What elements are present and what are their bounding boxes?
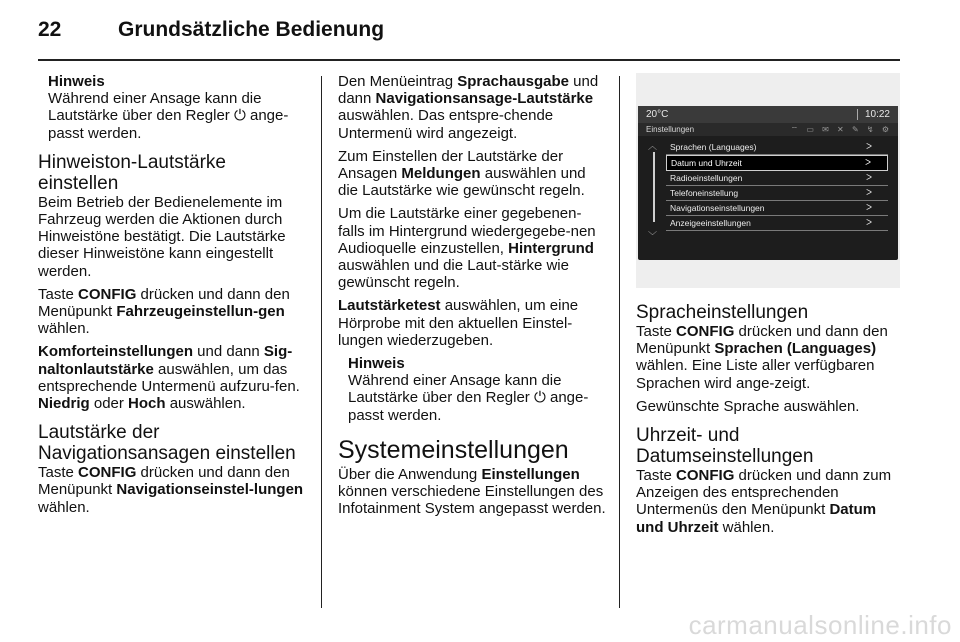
column-divider-right [619,76,620,608]
column-middle [338,73,606,523]
settings-menu-item[interactable] [666,201,888,216]
menu-label: Meldungen [401,165,481,183]
heading-datetime-settings: Uhrzeit- und Datumseinstellungen [636,425,814,468]
text: Taste [38,285,79,303]
text: wählen. [38,320,90,338]
watermark: carmanualsonline.info [688,610,952,640]
menu-item-label: Anzeigeeinstellungen [670,218,751,228]
text: Um die Lautstärke einer gegebenen-falls im Hintergrund wiedergegebe-nen Audioquelle einzustellen, [338,205,596,257]
menu-label: Hintergrund [508,239,594,257]
status-bar [638,106,898,123]
text: wählen. [718,518,775,536]
note-box [38,73,306,142]
menu-label: Sprachen (Languages) [714,340,877,358]
text: auswählen, um eine Hörprobe mit den aktuellen Einstel-lungen wiederzugeben. [338,297,579,349]
column-right [636,73,904,542]
paragraph: Gewünschte Sprache auswählen. [636,397,860,415]
text: drücken und dann zum Anzeigen des entsprechenden Untermenüs den Menüpunkt [636,467,892,519]
menu-label: Sig-naltonlautstärke [38,343,293,378]
menu-label: Komforteinstellungen [38,343,194,361]
heading-hint-volume: Hinweiston-Lautstärke einstellen [38,151,226,194]
text: oder [89,395,129,413]
settings-menu-item[interactable] [666,155,888,171]
paragraph [38,464,306,516]
settings-menu-item[interactable] [666,216,888,231]
menu-label: Lautstärketest [338,297,441,315]
menu-label: Hoch [128,395,166,413]
menu-label: Niedrig [38,395,90,413]
note-title: Hinweis [348,355,405,373]
menu-label: Sprachausgabe [457,73,569,90]
chevron-right-icon: ᐳ [865,158,871,167]
settings-menu-item[interactable] [666,171,888,186]
settings-menu-item[interactable] [666,186,888,201]
infotainment-screenshot [636,73,900,288]
menu-item-label: Datum und Uhrzeit [671,158,742,168]
settings-menu [666,140,888,231]
text: auswählen, um das entsprechende Untermenü aufzuru-fen. [38,360,300,395]
paragraph: Beim Betrieb der Bedienelemente im Fahrzeug werden die Aktionen durch Hinweistöne bestätigt. Die Lautstärke dieser Hinweistöne kann eingestellt werden. [38,193,286,280]
chevron-right-icon: ᐳ [866,188,872,197]
text: können verschiedene Einstellungen des Infotainment System angepasst werden. [338,483,606,518]
settings-menu-item[interactable] [666,140,888,155]
scroll-up-icon: ︿ [648,141,658,151]
text: auswählen. [165,395,246,413]
paragraph [38,286,306,338]
chevron-right-icon: ᐳ [866,218,872,227]
menu-label: Fahrzeugeinstellun-gen [116,303,285,321]
text: Den Menüeintrag [338,73,458,90]
temperature-readout: 20°C [646,109,669,120]
text: Taste [636,323,677,340]
screen-title: Einstellungen [646,125,695,134]
column-left [38,73,306,522]
note-text: Während einer Ansage kann die Lautstärke über den Regler ⏻ ange-passt werden. [348,372,589,424]
key-label: CONFIG [676,467,735,485]
text: auswählen. Das entspre-chende Untermenü wird angezeigt. [338,107,554,142]
header-rule [38,59,900,61]
text: auswählen und die Lautstärke wie gewünscht regeln. [338,165,586,200]
menu-label: Navigationsansage-Lautstärke [375,90,594,108]
menu-item-label: Sprachen (Languages) [670,142,757,152]
menu-label: Einstellungen [481,465,580,483]
key-label: CONFIG [78,285,137,303]
text: auswählen und die Laut-stärke wie gewünscht regeln. [338,257,569,292]
text: Taste [38,464,79,482]
paragraph [338,148,606,200]
text: drücken und dann den Menüpunkt [636,323,888,358]
chevron-right-icon: ᐳ [866,173,872,182]
text: und dann [193,343,264,361]
text: wählen. Eine Liste aller verfügbaren Sprachen wird ange-zeigt. [636,357,875,392]
paragraph [338,205,606,291]
text: Über die Anwendung [338,465,482,483]
text: Zum Einstellen der Lautstärke der Ansagen [338,147,564,183]
paragraph [338,73,606,142]
text: und dann [338,73,599,108]
page-title: Grundsätzliche Bedienung [118,18,385,41]
menu-item-label: Telefoneinstellung [670,188,739,198]
heading-nav-volume: Lautstärke der Navigationsansagen einstellen [38,422,296,465]
column-divider-left [321,76,322,608]
scroll-track [653,152,655,222]
text: drücken und dann den Menüpunkt [38,285,290,321]
paragraph [636,323,904,392]
text: wählen. [38,498,90,516]
note-text: Während einer Ansage kann die Lautstärke über den Regler ⏻ ange-passt werden. [48,90,289,142]
text: Taste [636,467,677,485]
time-separator [857,109,858,120]
infotainment-screen [638,106,898,260]
paragraph [38,343,306,412]
paragraph [636,467,904,536]
heading-language-settings: Spracheinstellungen [636,302,809,323]
key-label: CONFIG [78,464,137,482]
note-title: Hinweis [48,73,105,90]
chevron-right-icon: ᐳ [866,203,872,212]
menu-label: Navigationseinstel-lungen [116,481,304,499]
heading-system-settings: Systemeinstellungen [338,435,569,464]
chevron-right-icon: ᐳ [866,142,872,151]
key-label: CONFIG [676,323,735,340]
clock-readout: 10:22 [864,109,890,120]
menu-label: Datum und Uhrzeit [636,501,877,536]
menu-item-label: Radioeinstellungen [670,173,743,183]
screen-title-bar [638,123,898,136]
paragraph [338,297,606,349]
status-icons: ⌔ ▭ ✉ ✕ ✎ ↯ ⚙ [790,125,892,134]
page-number: 22 [38,18,62,41]
menu-item-label: Navigationseinstellungen [670,203,765,213]
note-box [338,355,606,424]
paragraph [338,466,606,518]
scroll-down-icon: ﹀ [648,231,658,241]
text: drücken und dann den Menüpunkt [38,464,290,499]
